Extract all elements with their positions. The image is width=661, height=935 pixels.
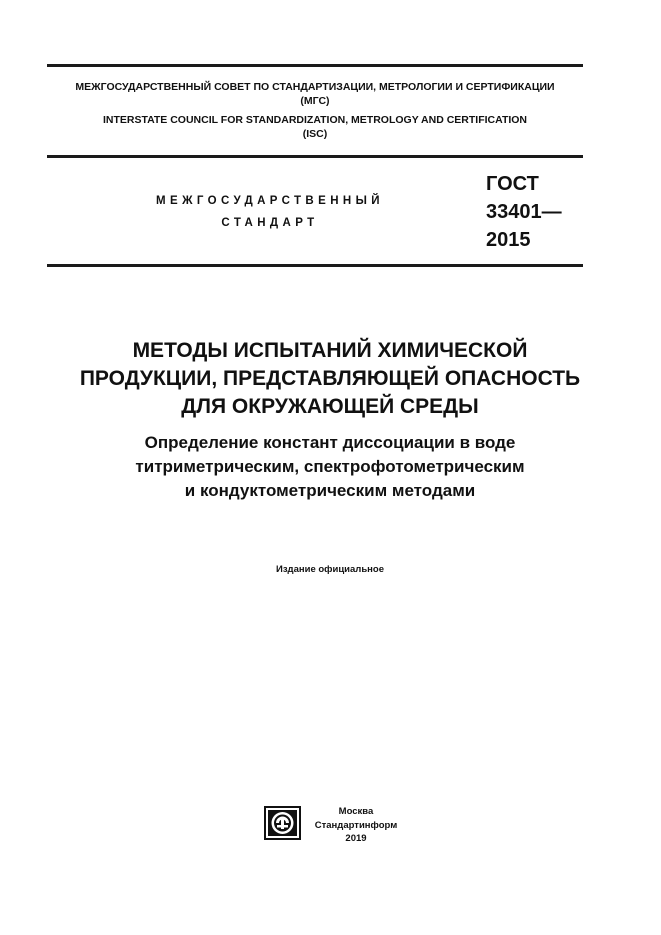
standard-type-line1: МЕЖГОСУДАРСТВЕННЫЙ [156, 195, 384, 207]
designation-number: 33401— [486, 201, 562, 223]
publisher-info [306, 805, 406, 846]
council-russian-abbr: (МГС) [300, 95, 330, 107]
council-russian-name: МЕЖГОСУДАРСТВЕННЫЙ СОВЕТ ПО СТАНДАРТИЗАЦИИ, МЕТРОЛОГИИ И СЕРТИФИКАЦИИ [75, 81, 555, 93]
title-line2: ПРОДУКЦИИ, ПРЕДСТАВЛЯЮЩЕЙ ОПАСНОСТЬ [79, 367, 581, 390]
middle-divider [47, 155, 583, 158]
standard-type-label [120, 190, 420, 234]
publisher-name: Стандартинформ [314, 819, 398, 831]
document-subtitle [40, 431, 620, 503]
subtitle-line3: и кондуктометрическим методами [184, 481, 476, 500]
title-line1: МЕТОДЫ ИСПЫТАНИЙ ХИМИЧЕСКОЙ [132, 339, 528, 362]
top-divider [47, 64, 583, 67]
lower-divider [47, 264, 583, 267]
edition-note: Издание официальное [276, 564, 384, 575]
standard-type-line2: СТАНДАРТ [221, 217, 319, 229]
standard-designation [486, 170, 562, 254]
council-english-name: INTERSTATE COUNCIL FOR STANDARDIZATION, METROLOGY AND CERTIFICATION [102, 114, 528, 126]
council-english [47, 113, 583, 141]
designation-year: 2015 [486, 229, 531, 251]
subtitle-line1: Определение констант диссоциации в воде [144, 433, 516, 452]
council-russian [47, 80, 583, 108]
standartinform-logo-icon [264, 806, 301, 840]
title-line3: ДЛЯ ОКРУЖАЮЩЕЙ СРЕДЫ [181, 395, 479, 418]
publisher-year: 2019 [345, 833, 367, 844]
document-title [40, 337, 620, 421]
designation-prefix: ГОСТ [486, 173, 539, 195]
subtitle-line2: титриметрическим, спектрофотометрическим [135, 457, 525, 476]
council-english-abbr: (ISC) [302, 128, 328, 140]
publisher-city: Москва [338, 806, 374, 817]
